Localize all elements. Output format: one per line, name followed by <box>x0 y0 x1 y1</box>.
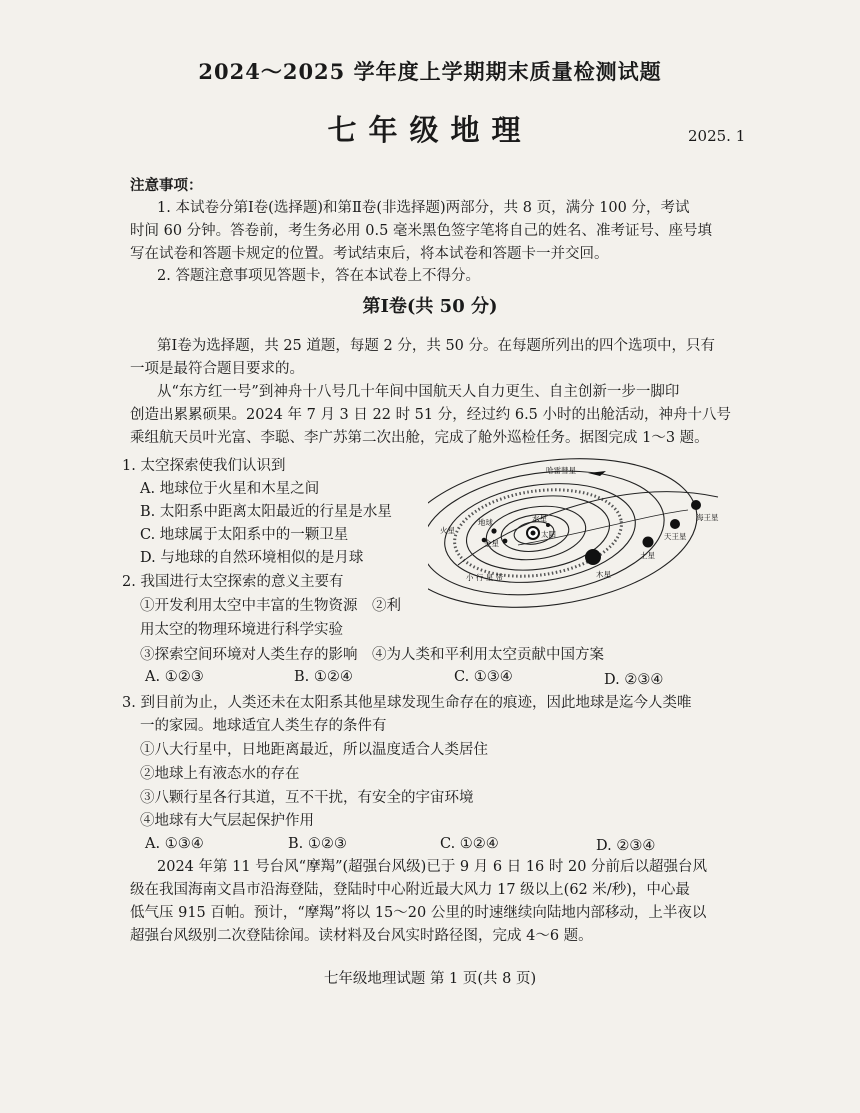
label-earth: 地球 <box>478 518 493 527</box>
part1-intro-line1: 第Ⅰ卷为选择题，共 25 道题，每题 2 分，共 50 分。在每题所列出的四个选项中，只有 <box>157 338 716 354</box>
q1-option-a: A. 地球位于火星和木星之间 <box>140 481 320 497</box>
q3-option-d: D. ②③④ <box>596 838 656 854</box>
label-uranus: 天王星 <box>664 532 687 541</box>
q1-option-c: C. 地球属于太阳系中的一颗卫星 <box>140 527 349 543</box>
q3-option-b: B. ①②③ <box>288 836 347 852</box>
q2-option-c: C. ①③④ <box>454 669 513 685</box>
label-venus: 金星 <box>484 539 499 548</box>
q2-option-b: B. ①②④ <box>294 669 353 685</box>
q3-statement-4: ④地球有大气层起保护作用 <box>140 813 314 829</box>
passage1-line2: 创造出累累硕果。2024 年 7 月 3 日 22 时 51 分，经过约 6.5 小时的出舱活动，神舟十八号 <box>130 407 732 423</box>
q3-option-a: A. ①③④ <box>145 836 204 852</box>
label-mercury: 水星 <box>532 514 547 523</box>
q2-option-a: A. ①②③ <box>145 669 204 685</box>
label-saturn: 土星 <box>640 551 655 560</box>
notice-item1-line1: 1. 本试卷分第Ⅰ卷(选择题)和第Ⅱ卷(非选择题)两部分，共 8 页，满分 100 分，考试 <box>157 200 690 216</box>
label-asteroid-belt: 小 行 星 带 <box>466 573 504 582</box>
q2-stem: 2. 我国进行太空探索的意义主要有 <box>122 574 344 590</box>
part1-title: 第Ⅰ卷(共 50 分) <box>362 296 498 317</box>
label-mars: 火星 <box>440 526 455 535</box>
label-neptune: 海王星 <box>696 513 719 522</box>
q3-statement-2: ②地球上有液态水的存在 <box>140 766 300 782</box>
q1-option-b: B. 太阳系中距离太阳最近的行星是水星 <box>140 504 392 520</box>
label-jupiter: 木星 <box>596 570 611 579</box>
passage2-line4: 超强台风级别二次登陆徐闻。读材料及台风实时路径图，完成 4～6 题。 <box>130 928 593 944</box>
passage1-line1: 从“东方红一号”到神舟十八号几十年间中国航天人自力更生、自主创新一步一脚印 <box>157 384 680 400</box>
q3-stem-line2: 一的家园。地球适宜人类生存的条件有 <box>140 718 387 734</box>
part1-intro-line2: 一项是最符合题目要求的。 <box>130 361 304 377</box>
q2-option-d: D. ②③④ <box>604 672 664 688</box>
q1-stem: 1. 太空探索使我们认识到 <box>122 458 286 474</box>
label-comet: 哈雷彗星 <box>546 466 576 475</box>
q3-statement-3: ③八颗行星各行其道，互不干扰，有安全的宇宙环境 <box>140 790 474 806</box>
q3-statement-1: ①八大行星中，日地距离最近，所以温度适合人类居住 <box>140 742 488 758</box>
jupiter-icon <box>585 549 601 565</box>
q2-statement-2: ③探索空间环境对人类生存的影响 ④为人类和平利用太空贡献中国方案 <box>140 647 604 663</box>
notice-item2: 2. 答题注意事项见答题卡，答在本试卷上不得分。 <box>157 268 480 284</box>
exam-date: 2025. 1 <box>688 127 746 145</box>
subject-title: 七年级地理 <box>327 113 533 147</box>
passage2-line3: 低气压 915 百帕。预计，“摩羯”将以 15～20 公里的时速继续向陆地内部移动，上半夜以 <box>130 905 707 921</box>
neptune-icon <box>691 500 701 510</box>
mercury-icon <box>546 523 550 527</box>
notice-heading: 注意事项： <box>130 177 203 194</box>
passage1-line3: 乘组航天员叶光富、李聪、李广苏第二次出舱，完成了舱外巡检任务。据图完成 1～3 题。 <box>130 430 709 446</box>
q3-stem-line1: 3. 到目前为止，人类还未在太阳系其他星球发现生命存在的痕迹，因此地球是迄今人类唯 <box>122 695 692 711</box>
uranus-icon <box>670 519 680 529</box>
passage2-line1: 2024 年第 11 号台风“摩羯”(超强台风级)已于 9 月 6 日 16 时 20 分前后以超强台风 <box>157 859 708 875</box>
earth-icon <box>491 528 496 533</box>
passage2-line2: 级在我国海南文昌市沿海登陆，登陆时中心附近最大风力 17 级以上(62 米/秒)，中心最 <box>130 882 690 898</box>
exam-title: 2024～2025 学年度上学期期末质量检测试题 <box>198 59 662 84</box>
solar-system-diagram <box>428 455 734 617</box>
notice-item1-line2: 时间 60 分钟。答卷前，考生务必用 0.5 毫米黑色签字笔将自己的姓名、准考证号、座号填 <box>130 223 712 239</box>
q3-option-c: C. ①②④ <box>440 836 499 852</box>
label-sun: 太阳 <box>541 530 556 539</box>
page-footer: 七年级地理试题 第 1 页(共 8 页) <box>323 971 537 987</box>
venus-icon <box>503 539 508 544</box>
notice-item1-line3: 写在试卷和答题卡规定的位置。考试结束后，将本试卷和答题卡一并交回。 <box>130 246 609 262</box>
q2-statement-1-cont: 用太空的物理环境进行科学实验 <box>140 622 343 638</box>
q2-statement-1: ①开发利用太空中丰富的生物资源 ②利 <box>140 598 401 614</box>
q1-option-d: D. 与地球的自然环境相似的是月球 <box>140 550 364 566</box>
saturn-icon <box>643 537 654 548</box>
